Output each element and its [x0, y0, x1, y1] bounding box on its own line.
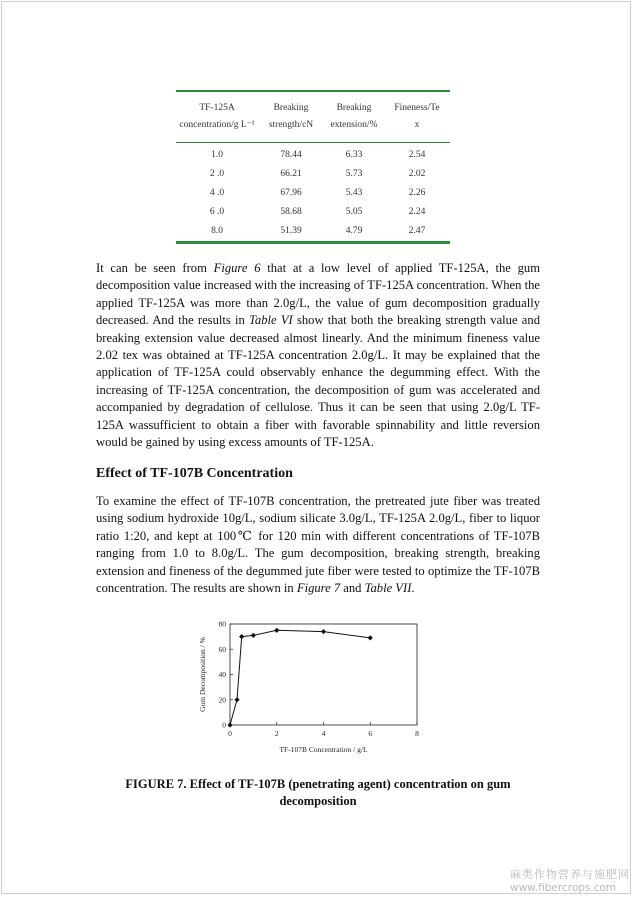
table-cell: 4 .0 [209, 188, 225, 198]
figure-caption [100, 776, 536, 810]
table-cell: 2.02 [408, 169, 426, 179]
table-header-row [176, 92, 450, 142]
body-paragraph-1 [96, 260, 540, 451]
body-paragraph-2 [96, 493, 540, 597]
header-cell-fineness [384, 92, 450, 142]
series-line [230, 630, 370, 725]
table-cell: 1.0 [211, 150, 223, 160]
table-bottom-rule [176, 241, 450, 244]
table-cell: 5.73 [345, 169, 363, 179]
x-tick-label: 4 [321, 729, 326, 738]
header-text: Fineness/Te [394, 103, 440, 113]
table-row [176, 203, 450, 222]
y-tick-label: 20 [218, 695, 226, 705]
gum-decomposition-chart [192, 615, 432, 760]
table-cell: 8.0 [211, 226, 223, 236]
table-row [176, 146, 450, 165]
table-cell: 2.54 [408, 150, 426, 160]
table-row [176, 184, 450, 203]
x-tick-label: 8 [415, 729, 419, 738]
data-point [227, 722, 232, 727]
watermark [510, 866, 630, 894]
text-run: It can be seen from [96, 261, 214, 275]
figure-6-reference: Figure 6 [213, 261, 261, 275]
text-run: and [340, 581, 365, 596]
header-cell-strength [258, 92, 324, 142]
table-cell: 6.33 [345, 150, 363, 160]
table-7-reference: Table VII [364, 581, 412, 596]
table-row [176, 165, 450, 184]
header-text: TF-125A [199, 103, 235, 113]
table-cell: 2.24 [408, 207, 426, 217]
table-6-reference: Table VI [249, 313, 293, 328]
header-text: Breaking [336, 103, 372, 113]
y-axis-label: Gum Decomposition / % [198, 637, 207, 712]
header-text: concentration/g L⁻¹ [179, 120, 255, 130]
watermark-text-cn: 麻类作物营养与施肥网 [510, 868, 630, 881]
y-tick-label: 0 [222, 720, 226, 730]
table-cell: 2.26 [408, 188, 426, 198]
header-text: strength/cN [268, 120, 314, 130]
data-point [234, 697, 239, 702]
data-point [368, 635, 373, 640]
text-run: To examine the effect of TF-107B concentration, the pretreated jute fiber was treated using sodium hydroxide 10g/L, sodium silicate 3.0g/L, TF-125A 2.0g/L, fiber to liquor ratio 1:20, and kept at 100℃ for 120 min with different concentrations of TF-107B ranging from 1.0 to 8.0g/L. The gum decomposition, breaking strength, breaking extension and fineness of the degummed jute fiber were tested to optimize the TF-107B concentration. The results are shown in [96, 494, 540, 596]
figure-7-reference: Figure 7 [296, 581, 341, 596]
x-tick-label: 0 [228, 729, 232, 738]
data-point [274, 628, 279, 633]
text-run: that at a low level of applied TF-125A, the gum decomposition value increased with the increasing of TF-125A concentration. When the applied TF-125A was more than 2.0g/L, the value of gum decomposition gradually decreased. And the results in [96, 261, 540, 328]
header-cell-concentration [176, 92, 258, 142]
data-point [251, 633, 256, 638]
watermark-url: www.fibercrops.com [510, 882, 617, 894]
table-cell: 2.47 [408, 226, 426, 236]
table-cell: 5.43 [345, 188, 363, 198]
x-tick-label: 2 [274, 729, 279, 738]
table-cell: 67.96 [280, 188, 302, 198]
data-point [321, 629, 326, 634]
section-heading: Effect of TF-107B Concentration [96, 466, 293, 481]
table-cell: 51.39 [280, 226, 302, 236]
header-cell-extension [324, 92, 384, 142]
y-tick-label: 80 [218, 619, 226, 629]
table-cell: 78.44 [280, 150, 302, 160]
caption-line: decomposition [279, 794, 357, 808]
data-point [239, 634, 244, 639]
results-table [176, 90, 450, 244]
header-text: Breaking [273, 103, 309, 113]
table-cell: 6 .0 [209, 207, 225, 217]
table-cell: 66.21 [280, 169, 302, 179]
x-tick-label: 6 [368, 729, 373, 738]
table-cell: 4.79 [345, 226, 363, 236]
header-text: x [414, 120, 420, 130]
table-row [176, 222, 450, 241]
text-run: show that both the breaking strength value and breaking extension value decreased almost linearly. And the minimum fineness value 2.02 tex was obtained at TF-125A concentration 2.0g/L. It may be explained that the application of TF-125A could observably enhance the degumming effect. With the increasing of TF-125A concentration, the decomposition of gum was accelerated and accompanied by degradation of cellulose. Thus it can be seen that using 2.0g/L TF-125A wassufficient to obtain a fiber with favorable spinnability and little reversion would be gained by using excess amounts of TF-125A. [96, 313, 540, 450]
table-cell: 58.68 [280, 207, 302, 217]
x-axis-label: TF-107B Concentration / g/L [279, 745, 368, 754]
y-tick-label: 60 [218, 644, 226, 654]
table-cell: 5.05 [345, 207, 363, 217]
plot-frame [230, 624, 417, 725]
header-text: extension/% [330, 120, 378, 130]
text-run: . [411, 581, 415, 596]
table-cell: 2 .0 [209, 169, 225, 179]
caption-line: FIGURE 7. Effect of TF-107B (penetrating agent) concentration on gum [125, 777, 511, 791]
y-tick-label: 40 [218, 670, 226, 679]
